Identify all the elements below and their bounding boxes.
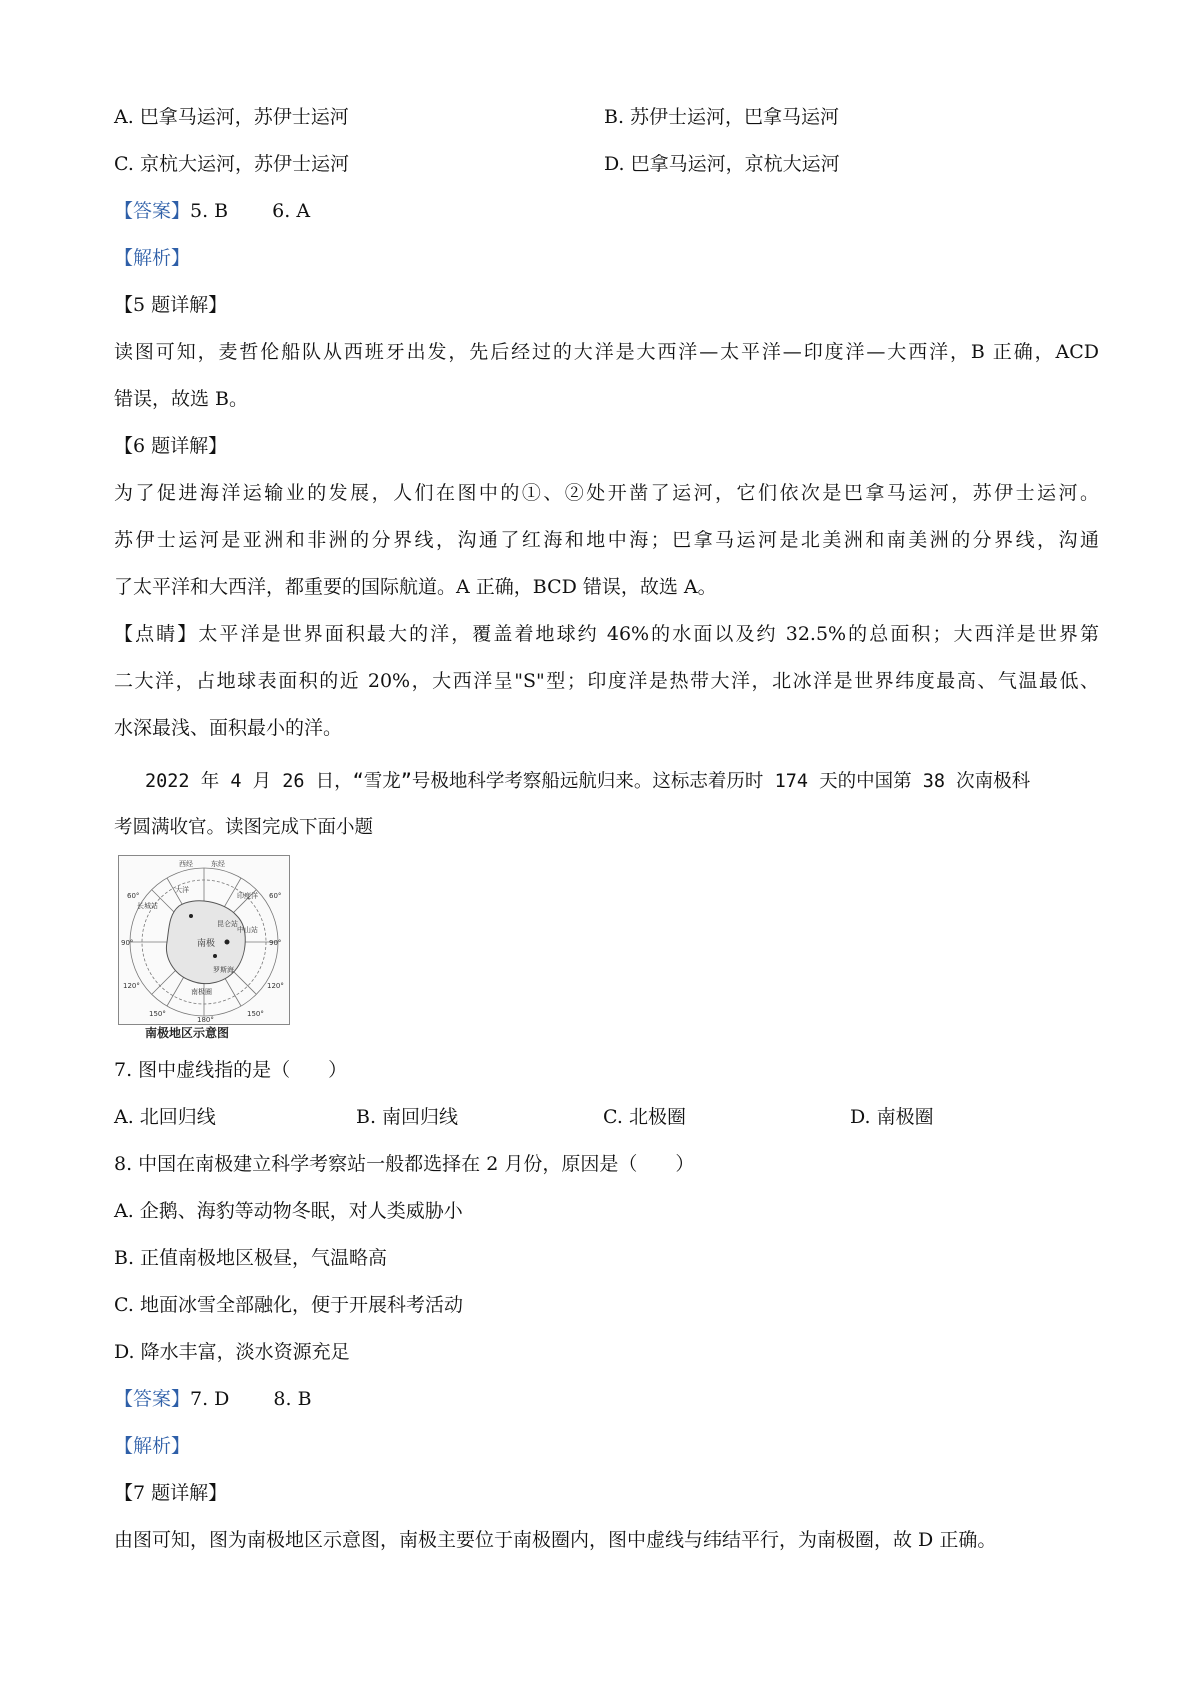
answer-line-2 (114, 1385, 312, 1413)
station-dot (225, 940, 230, 945)
q7-option-b: B. 南回归线 (356, 1106, 459, 1128)
map-degree: 150° (247, 1010, 264, 1018)
q7-option-d: D. 南极圈 (850, 1106, 934, 1128)
answer-5: 5. B (190, 200, 229, 222)
map-label: 长城站 (137, 902, 158, 910)
answer-8: 8. B (273, 1388, 312, 1410)
q6-detail-text-3: 了太平洋和大西洋，都重要的国际航道。A 正确，BCD 错误，故选 A。 (114, 576, 717, 598)
option-d: D. 巴拿马运河，京杭大运河 (604, 153, 840, 175)
option-c: C. 京杭大运河，苏伊士运河 (114, 153, 349, 175)
answer-7: 7. D (190, 1388, 230, 1410)
q5-detail-title: 【5 题详解】 (114, 294, 228, 316)
q7-detail-title: 【7 题详解】 (114, 1482, 228, 1504)
q5-detail-text: 读图可知，麦哲伦船队从西班牙出发，先后经过的大洋是大西洋—太平洋—印度洋—大西洋，B 正确，ACD (114, 341, 1099, 363)
map-label: 罗斯海 (213, 966, 234, 974)
point-line-1 (114, 620, 1099, 648)
q5-detail-text-2: 错误，故选 B。 (114, 388, 249, 410)
intro-line-2: 考圆满收官。读图完成下面小题 (114, 817, 374, 838)
map-degree: 60° (127, 892, 140, 900)
q8-stem: 8. 中国在南极建立科学考察站一般都选择在 2 月份，原因是（ ） (114, 1153, 695, 1175)
map-caption: 南极地区示意图 (145, 1026, 230, 1040)
map-degree: 60° (269, 892, 282, 900)
map-label: 西经 (179, 860, 193, 868)
analysis-tag: 【解析】 (114, 247, 191, 269)
answer-tag: 【答案】 (114, 200, 191, 222)
point-line-3: 水深最浅、面积最小的洋。 (114, 717, 343, 739)
answer-6: 6. A (272, 200, 311, 222)
map-center-label: 南极 (197, 939, 216, 949)
map-degree: 90° (121, 939, 134, 947)
map-label: 中山站 (237, 926, 258, 934)
map-degree: 90° (269, 939, 282, 947)
option-b: B. 苏伊士运河，巴拿马运河 (604, 106, 840, 128)
map-label: 大洋 (175, 886, 189, 894)
map-degree: 120° (267, 982, 284, 990)
intro-line-1: 2022 年 4 月 26 日，“雪龙”号极地科学考察船远航归来。这标志着历时 174 天的中国第 38 次南极科 (145, 771, 1031, 792)
q8-option-d: D. 降水丰富，淡水资源充足 (114, 1341, 350, 1363)
map-label: 东经 (211, 860, 225, 868)
q6-detail-text: 为了促进海洋运输业的发展，人们在图中的①、②处开凿了运河，它们依次是巴拿马运河，苏伊士运河。 (114, 482, 1099, 504)
map-label: 印度洋 (237, 892, 258, 900)
q7-detail-text: 由图可知，图为南极地区示意图，南极主要位于南极圈内，图中虚线与纬结平行，为南极圈，故 D 正确。 (114, 1529, 997, 1551)
map-degree: 150° (149, 1010, 166, 1018)
point-text: 太平洋是世界面积最大的洋，覆盖着地球约 46%的水面以及约 32.5%的总面积；大西洋是世界第 (198, 623, 1099, 645)
map-label: 昆仑站 (217, 920, 238, 928)
map-degree: 180° (197, 1016, 214, 1024)
q6-detail-text-2: 苏伊士运河是亚洲和非洲的分界线，沟通了红海和地中海；巴拿马运河是北美洲和南美洲的分界线，沟通 (114, 529, 1099, 551)
map-label: 南极圈 (191, 988, 212, 996)
q8-option-a: A. 企鹅、海豹等动物冬眠，对人类威胁小 (114, 1200, 463, 1222)
option-a: A. 巴拿马运河，苏伊士运河 (114, 106, 349, 128)
answer-line (114, 197, 310, 225)
answer-tag: 【答案】 (114, 1388, 191, 1410)
q8-option-c: C. 地面冰雪全部融化，便于开展科考活动 (114, 1294, 463, 1316)
q7-stem: 7. 图中虚线指的是（ ） (114, 1059, 348, 1081)
map-degree: 120° (123, 982, 140, 990)
point-tag: 【点睛】 (114, 623, 199, 645)
antarctica-map (118, 855, 290, 1025)
q8-option-b: B. 正值南极地区极昼，气温略高 (114, 1247, 388, 1269)
q7-option-c: C. 北极圈 (603, 1106, 686, 1128)
point-line-2: 二大洋，占地球表面积的近 20%，大西洋呈"S"型；印度洋是热带大洋，北冰洋是世界纬度最高、气温最低、 (114, 670, 1099, 692)
station-dot (213, 954, 217, 958)
q6-detail-title: 【6 题详解】 (114, 435, 228, 457)
analysis-tag-2: 【解析】 (114, 1435, 191, 1457)
q7-option-a: A. 北回归线 (114, 1106, 216, 1128)
station-dot (189, 914, 193, 918)
